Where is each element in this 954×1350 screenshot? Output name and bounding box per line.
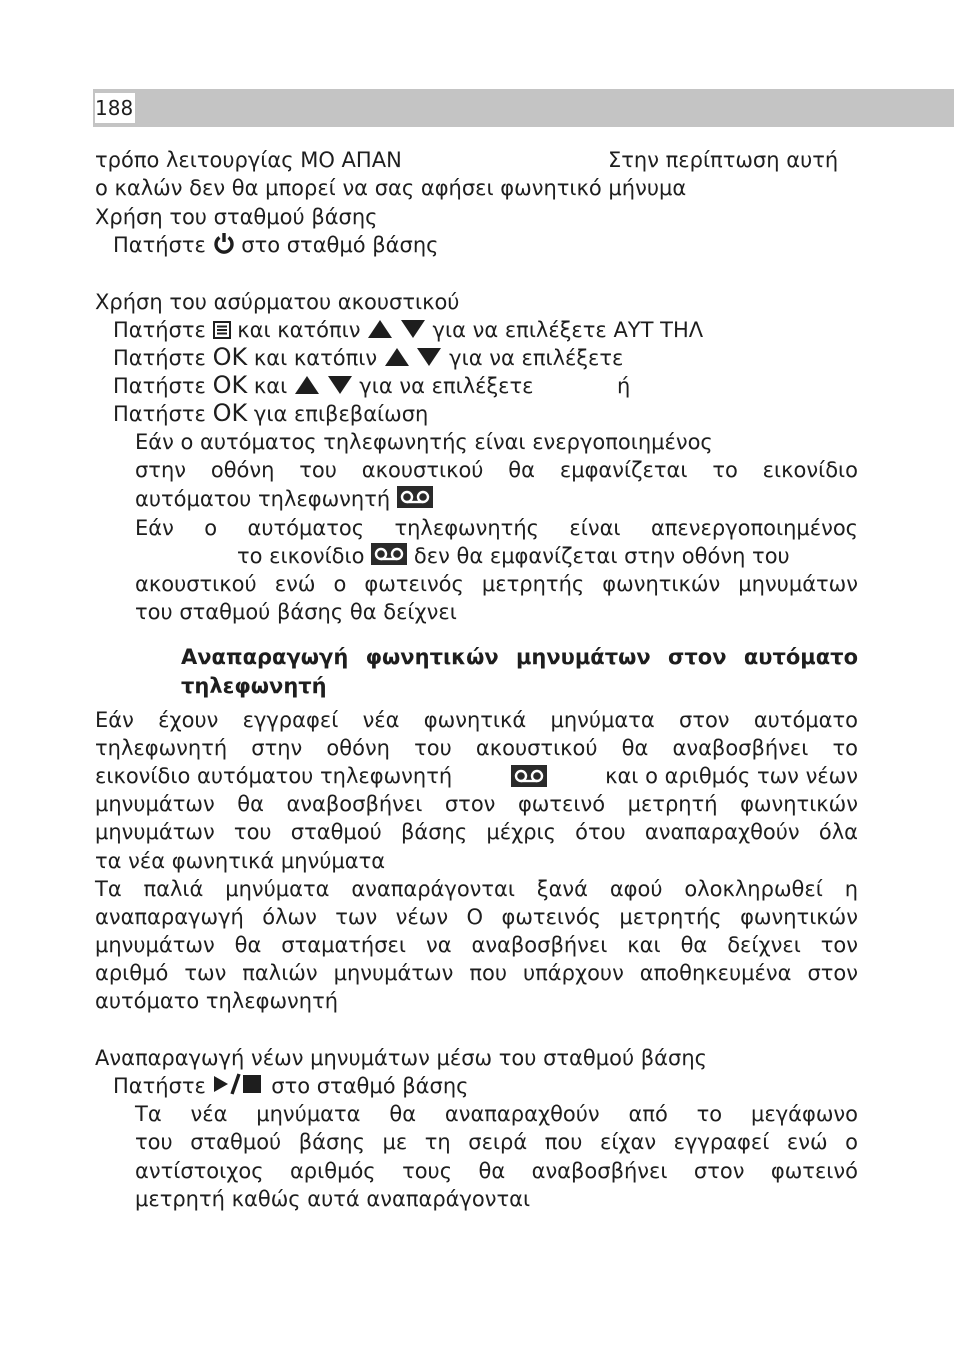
text-line: ο καλών δεν θα μπορεί να σας αφήσει φωνητικό μήνυμα: [95, 176, 687, 200]
text-fragment: Πατήστε: [113, 374, 206, 398]
section-heading: Χρήση του σταθμού βάσης: [95, 205, 378, 229]
answering-machine-icon: [511, 765, 547, 787]
paragraph-line: αριθμό των παλιών μηνυμάτων που υπάρχουν αποθηκευμένα στον: [95, 961, 858, 985]
page-number: 188: [95, 93, 135, 123]
power-icon: [213, 232, 235, 254]
text-fragment: Πατήστε: [113, 1074, 206, 1098]
instruction-line: [113, 1072, 468, 1100]
text-line: του σταθμού βάσης με τη σειρά που είχαν εγγραφεί ενώ ο: [135, 1130, 858, 1154]
text-fragment: και: [253, 374, 288, 398]
paragraph-line: αναπαραγωγή όλων των νέων Ο φωτεινός μετρητής φωνητικών: [95, 905, 858, 929]
text-fragment: και ο αριθμός των νέων: [605, 764, 858, 788]
text-line: τρόπο λειτουργίας ΜΟ ΑΠΑΝ: [95, 148, 402, 172]
text-fragment: και κατόπιν: [237, 318, 361, 342]
paragraph-line: μηνυμάτων του σταθμού βάσης μέχρις ότου αναπαραχθούν όλα: [95, 820, 858, 844]
up-arrow-icon: [384, 347, 410, 367]
text-fragment: για να επιλέξετε: [359, 374, 534, 398]
paragraph-line: αυτόματο τηλεφωνητή: [95, 989, 339, 1013]
instruction-line: [113, 400, 428, 428]
answering-machine-icon: [397, 486, 433, 508]
text-fragment: εικονίδιο αυτόματου τηλεφωνητή: [95, 764, 453, 788]
up-arrow-icon: [294, 375, 320, 395]
text-fragment: Πατήστε: [113, 318, 206, 342]
paragraph-line: Τα παλιά μηνύματα αναπαράγονται ξανά αφού ολοκληρωθεί η: [95, 877, 858, 901]
text-line: ακουστικού ενώ ο φωτεινός μετρητής φωνητικών μηνυμάτων: [135, 572, 858, 596]
play-stop-icon: [213, 1073, 265, 1095]
menu-icon: [213, 321, 231, 339]
text-line: μετρητή καθώς αυτά αναπαράγονται: [135, 1187, 531, 1211]
text-fragment: αυτόματου τηλεφωνητή: [135, 487, 391, 511]
text-fragment: δεν θα εμφανίζεται στην οθόνη του: [413, 544, 790, 568]
text-line: [135, 485, 433, 513]
section-heading: Αναπαραγωγή νέων μηνυμάτων μέσω του σταθμού βάσης: [95, 1046, 707, 1070]
text-fragment: Πατήστε: [113, 233, 206, 257]
text-line: στην οθόνη του ακουστικού θα εμφανίζεται το εικονίδιο: [135, 458, 858, 482]
text-fragment: Πατήστε: [113, 346, 206, 370]
text-fragment: και κατόπιν: [253, 346, 378, 370]
text-line: Στην περίπτωση αυτή: [608, 148, 839, 172]
up-arrow-icon: [367, 319, 393, 339]
paragraph-line: [95, 762, 858, 790]
text-line: αντίστοιχος αριθμός τους θα αναβοσβήνει στον φωτεινό: [135, 1159, 858, 1183]
paragraph-line: τα νέα φωνητικά μηνύματα: [95, 849, 386, 873]
paragraph-line: Εάν έχουν εγγραφεί νέα φωνητικά μηνύματα στον αυτόματο: [95, 708, 858, 732]
subsection-title: τηλεφωνητή: [181, 674, 327, 698]
paragraph-line: μηνυμάτων θα αναβοσβήνει στον φωτεινό μετρητή φωνητικών: [95, 792, 858, 816]
ok-key-label: OK: [212, 371, 248, 399]
down-arrow-icon: [416, 347, 442, 367]
text-line: Εάν ο αυτόματος τηλεφωνητής είναι απενεργοποιημένος: [135, 516, 858, 540]
section-heading: Χρήση του ασύρματου ακουστικού: [95, 290, 460, 314]
subsection-title: Αναπαραγωγή φωνητικών μηνυμάτων στον αυτόματο: [181, 645, 858, 669]
instruction-line: [113, 316, 703, 344]
text-line: [237, 542, 790, 570]
text-fragment: στο σταθμό βάσης: [271, 1074, 469, 1098]
down-arrow-icon: [327, 375, 353, 395]
text-fragment: για να επιλέξετε ΑΥΤ ΤΗΛ: [432, 318, 704, 342]
paragraph-line: μηνυμάτων θα σταματήσει να αναβοσβήνει και θα δείχνει τον: [95, 933, 858, 957]
instruction-line: [113, 372, 534, 400]
text-fragment: ή: [617, 374, 631, 398]
ok-key-label: OK: [212, 343, 248, 371]
text-fragment: για να επιλέξετε: [449, 346, 624, 370]
text-fragment: στο σταθμό βάσης: [241, 233, 439, 257]
down-arrow-icon: [400, 319, 426, 339]
header-bar: [93, 89, 954, 127]
text-fragment: Πατήστε: [113, 402, 206, 426]
text-line: Εάν ο αυτόματος τηλεφωνητής είναι ενεργοποιημένος: [135, 430, 713, 454]
instruction-line: [113, 231, 438, 259]
text-fragment: για επιβεβαίωση: [253, 402, 429, 426]
answering-machine-icon: [371, 543, 407, 565]
text-line: του σταθμού βάσης θα δείχνει: [135, 600, 457, 624]
text-line: Τα νέα μηνύματα θα αναπαραχθούν από το μεγάφωνο: [135, 1102, 858, 1126]
text-fragment: το εικονίδιο: [237, 544, 365, 568]
ok-key-label: OK: [212, 399, 248, 427]
paragraph-line: τηλεφωνητή στην οθόνη του ακουστικού θα αναβοσβήνει το: [95, 736, 858, 760]
instruction-line: [113, 344, 623, 372]
